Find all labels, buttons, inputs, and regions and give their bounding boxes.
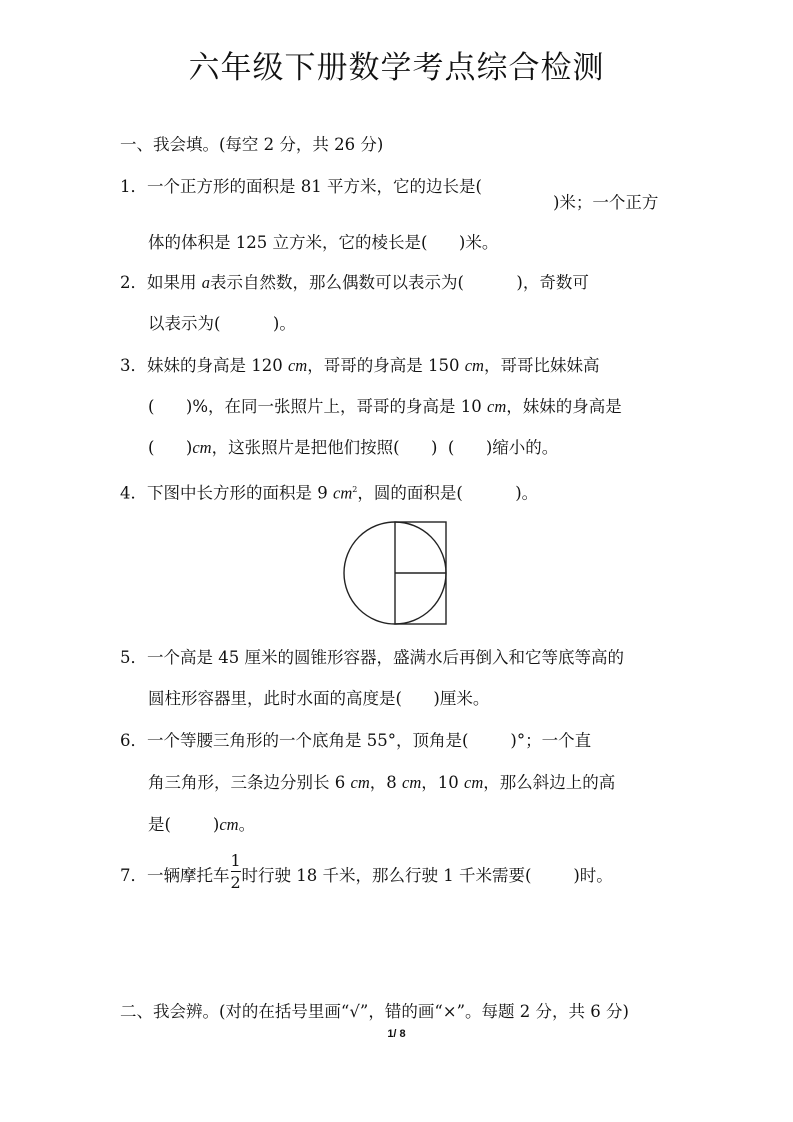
unit-cm: cm xyxy=(464,356,484,375)
unit-cm: cm xyxy=(192,438,212,457)
fraction-denominator: 2 xyxy=(230,872,241,892)
q1-line2: 体的体积是 125 立方米，它的棱长是( )米。 xyxy=(148,233,499,252)
q2-line1a: 2．如果用 xyxy=(120,273,202,292)
unit-cm: cm xyxy=(350,773,370,792)
q6-text: 。 xyxy=(238,815,256,834)
q6-text: ，10 xyxy=(421,773,464,792)
q4-line xyxy=(120,480,538,504)
q6-text: 角三角形，三条边分别长 6 xyxy=(148,773,351,792)
q7-text: 7．一辆摩托车 xyxy=(120,866,230,885)
q3-line3 xyxy=(148,438,558,458)
q3-text: ( ) xyxy=(148,438,193,457)
q6-text: 是( ) xyxy=(148,815,220,834)
q1-line1a: 1．一个正方形的面积是 81 平方米，它的边长是( xyxy=(120,177,482,196)
q2-line1b: 表示自然数，那么偶数可以表示为( )，奇数可 xyxy=(210,273,589,292)
q2-line2: 以表示为( )。 xyxy=(148,314,296,333)
unit-cm: cm xyxy=(287,356,308,375)
q2-line1 xyxy=(120,273,589,293)
unit-cm: cm xyxy=(464,773,484,792)
superscript: 2 xyxy=(352,485,358,494)
circle-rectangle-figure xyxy=(343,521,449,631)
q6-line1: 6．一个等腰三角形的一个底角是 55°，顶角是( )°；一个直 xyxy=(120,731,592,750)
q4-text: ，圆的面积是( )。 xyxy=(357,483,539,503)
q3-text: ，哥哥的身高是 150 xyxy=(307,356,465,375)
fraction-bar xyxy=(231,871,241,872)
q3-line2 xyxy=(148,397,622,417)
q3-text: ，哥哥比妹妹高 xyxy=(483,356,600,375)
fraction-one-half xyxy=(230,850,242,892)
document-title: 六年级下册数学考点综合检测 xyxy=(188,50,605,86)
section1-heading: 一、我会填。(每空 2 分，共 26 分) xyxy=(120,135,384,154)
page-number: 1/ 8 xyxy=(387,1028,406,1040)
q7-line xyxy=(120,850,613,892)
q3-text: 3．妹妹的身高是 120 xyxy=(120,356,288,375)
q6-text: ，8 xyxy=(369,773,402,792)
unit-cm: cm xyxy=(219,815,239,834)
q6-line2 xyxy=(148,773,615,793)
q7-text: 时行驶 18 千米，那么行驶 1 千米需要( )时。 xyxy=(241,866,613,885)
q4-text: 4．下图中长方形的面积是 9 xyxy=(120,483,333,503)
q3-text: ( )%，在同一张照片上，哥哥的身高是 10 xyxy=(148,397,488,416)
fraction-numerator: 1 xyxy=(230,850,241,870)
q5-line1: 5．一个高是 45 厘米的圆锥形容器，盛满水后再倒入和它等底等高的 xyxy=(120,648,624,667)
q6-line3 xyxy=(148,815,255,835)
unit-cm: cm xyxy=(487,397,507,416)
q1-line1b: )米；一个正方 xyxy=(553,193,659,212)
q3-line1 xyxy=(120,356,599,376)
q3-text: ，妹妹的身高是 xyxy=(506,397,622,416)
unit-cm: cm xyxy=(402,773,422,792)
q6-text: ，那么斜边上的高 xyxy=(483,773,616,792)
section2-heading: 二、我会辨。(对的在括号里画“√”，错的画“×”。每题 2 分，共 6 分) xyxy=(120,1002,629,1021)
unit-cm: cm xyxy=(333,483,353,503)
q2-variable: a xyxy=(201,273,210,292)
q5-line2: 圆柱形容器里，此时水面的高度是( )厘米。 xyxy=(148,689,490,708)
q3-text: ，这张照片是把他们按照( ) ( )缩小的。 xyxy=(211,438,559,457)
